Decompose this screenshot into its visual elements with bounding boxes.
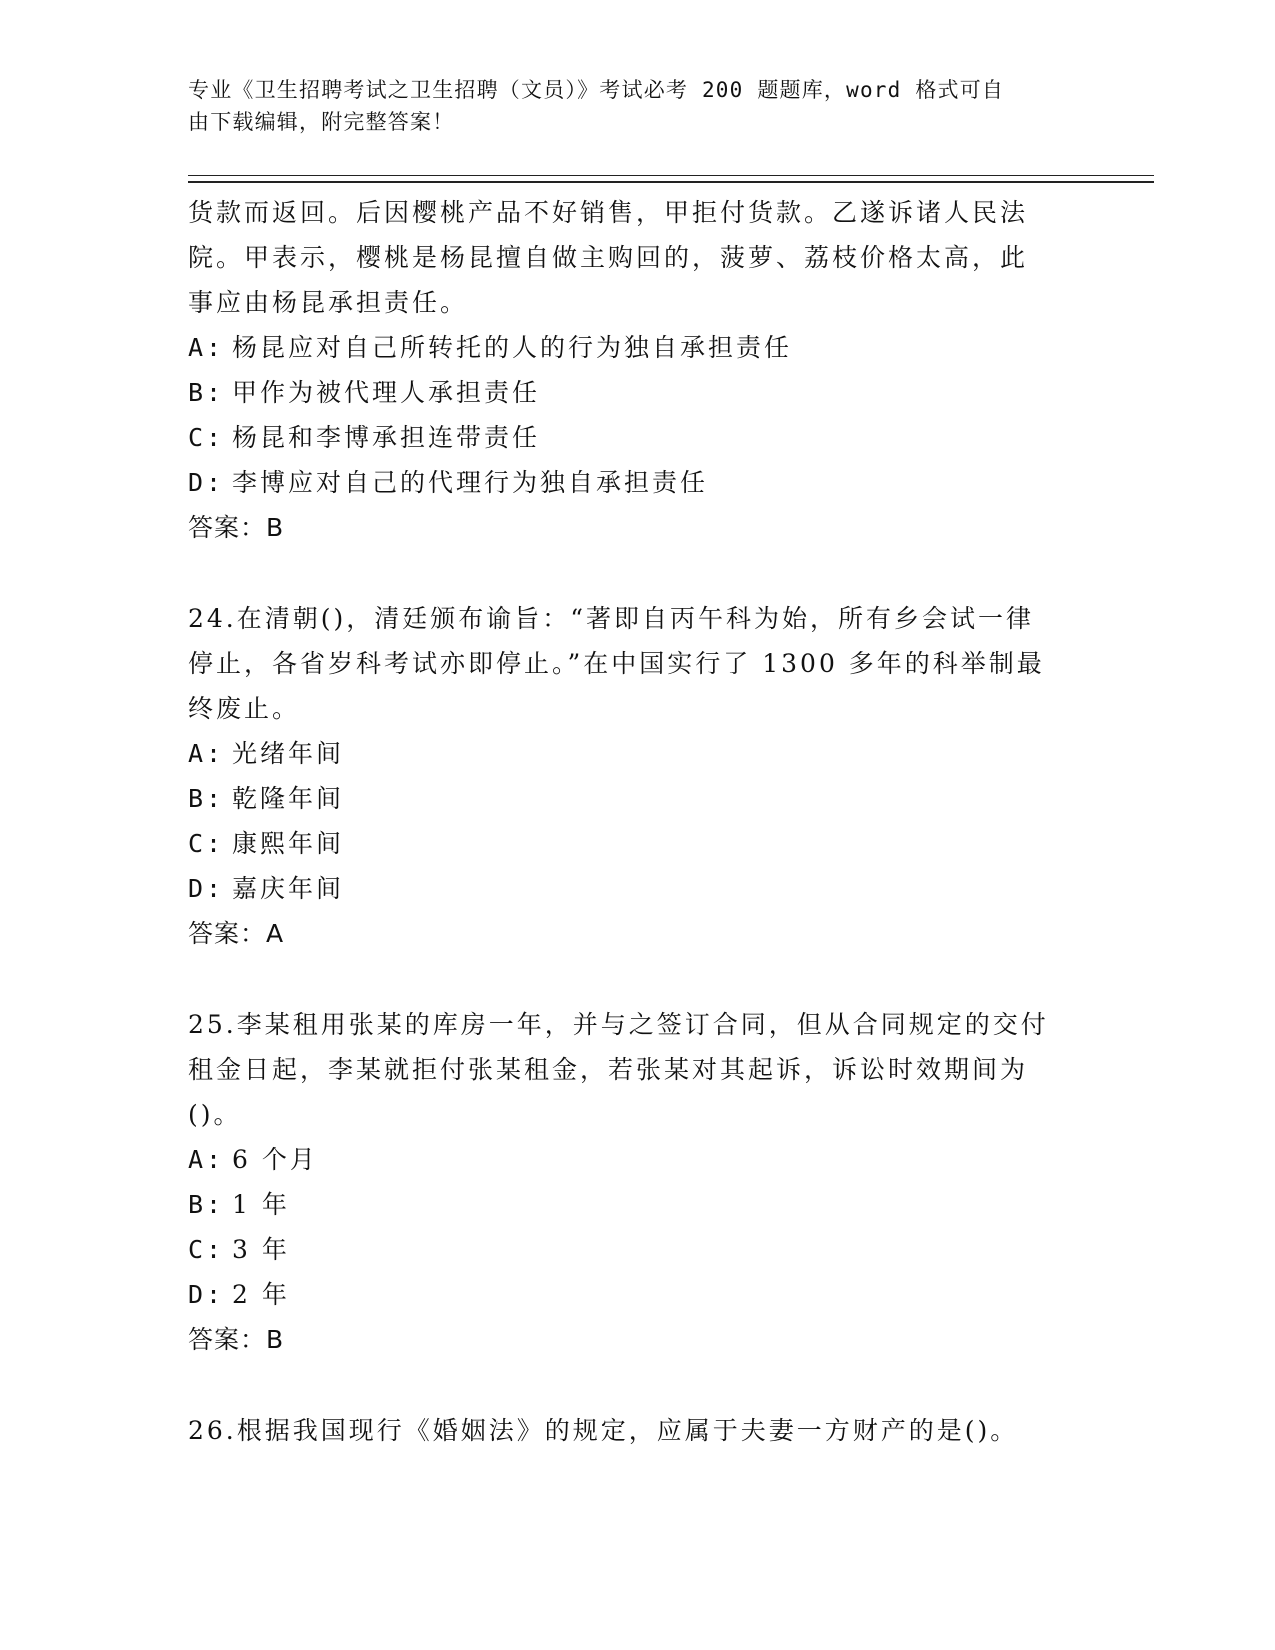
option-d	[188, 866, 1088, 911]
option-key: C:	[188, 829, 225, 858]
question-text-line: 租金日起，李某就拒付张某租金，若张某对其起诉，诉讼时效期间为	[188, 1055, 1029, 1084]
option-key: A:	[188, 1145, 225, 1174]
option-a	[188, 731, 1088, 776]
option-key: A:	[188, 739, 225, 768]
option-text: 甲作为被代理人承担责任	[232, 378, 541, 407]
option-text: 乾隆年间	[232, 784, 345, 813]
option-text: 康熙年间	[232, 829, 345, 858]
option-text: 杨昆和李博承担连带责任	[232, 423, 541, 452]
option-a	[188, 325, 1088, 370]
option-d	[188, 1272, 1088, 1317]
option-key: B:	[188, 784, 225, 813]
document-body	[188, 190, 1088, 1453]
option-c	[188, 1227, 1088, 1272]
option-text: 1 年	[232, 1190, 290, 1219]
option-c	[188, 821, 1088, 866]
question-text-line: 事应由杨昆承担责任。	[188, 288, 469, 317]
spacer	[188, 1363, 1088, 1408]
spacer	[188, 957, 1088, 1002]
page-header	[188, 74, 1068, 138]
option-text: 光绪年间	[232, 739, 345, 768]
option-key: D:	[188, 468, 225, 497]
option-key: D:	[188, 1280, 225, 1309]
option-text: 2 年	[232, 1280, 290, 1309]
option-b	[188, 370, 1088, 415]
question-text-line: 停止，各省岁科考试亦即停止。”在中国实行了 1300 多年的科举制最	[188, 649, 1045, 678]
option-a	[188, 1137, 1088, 1182]
answer-label: 答案：B	[188, 513, 285, 542]
question-text-line: 终废止。	[188, 694, 301, 723]
spacer	[188, 551, 1088, 596]
question-24	[188, 596, 1088, 957]
header-line-2: 由下载编辑，附完整答案！	[188, 110, 455, 134]
option-key: C:	[188, 423, 225, 452]
option-text: 3 年	[232, 1235, 290, 1264]
question-text-line: 25.李某租用张某的库房一年，并与之签订合同，但从合同规定的交付	[188, 1010, 1049, 1039]
question-text-line: 26.根据我国现行《婚姻法》的规定，应属于夫妻一方财产的是()。	[188, 1416, 1019, 1445]
question-23	[188, 190, 1088, 551]
question-25	[188, 1002, 1088, 1363]
question-text-line: 24.在清朝()，清廷颁布谕旨：“著即自丙午科为始，所有乡会试一律	[188, 604, 1035, 633]
header-divider-thin	[188, 175, 1154, 176]
answer-label: 答案：B	[188, 1325, 285, 1354]
option-key: C:	[188, 1235, 225, 1264]
question-text-line: 院。甲表示，樱桃是杨昆擅自做主购回的，菠萝、荔枝价格太高，此	[188, 243, 1029, 272]
header-divider-thick	[188, 181, 1154, 183]
option-d	[188, 460, 1088, 505]
question-text-line: ()。	[188, 1100, 242, 1129]
question-text-line: 货款而返回。后因樱桃产品不好销售，甲拒付货款。乙遂诉诸人民法	[188, 198, 1029, 227]
option-text: 6 个月	[232, 1145, 318, 1174]
question-26	[188, 1408, 1088, 1453]
option-text: 嘉庆年间	[232, 874, 345, 903]
option-b	[188, 1182, 1088, 1227]
option-text: 杨昆应对自己所转托的人的行为独自承担责任	[232, 333, 793, 362]
header-line-1: 专业《卫生招聘考试之卫生招聘（文员）》考试必考 200 题题库，word 格式可自	[188, 78, 1005, 102]
option-b	[188, 776, 1088, 821]
option-c	[188, 415, 1088, 460]
answer-label: 答案：A	[188, 919, 285, 948]
option-key: B:	[188, 378, 225, 407]
option-key: B:	[188, 1190, 225, 1219]
option-text: 李博应对自己的代理行为独自承担责任	[232, 468, 709, 497]
option-key: D:	[188, 874, 225, 903]
option-key: A:	[188, 333, 225, 362]
